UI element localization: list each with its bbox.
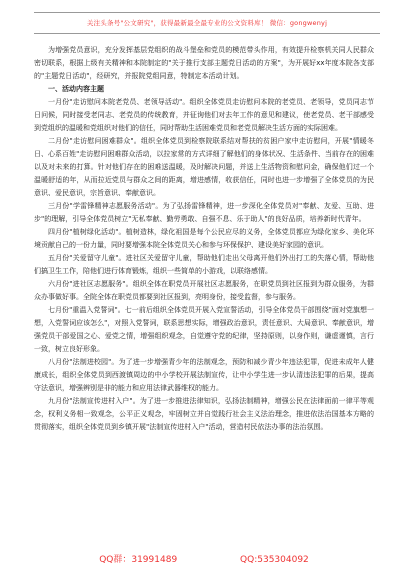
month-paragraph-march: 三月份"学雷锋精神志愿服务活动"。为了弘扬雷锋精神，进一步深化全体党员对"奉献、友爱、互助、进步"的理解，引导全体党员树立"无私奉献、勤劳勇敢、自强不息、乐于助人"的良好品质，培养新时代青年。 xyxy=(34,202,374,223)
section-heading: 一、活动内容主题 xyxy=(48,85,104,93)
footer-qq-contact: QQ:535304092 xyxy=(240,555,309,565)
month-paragraph-january: 一月份"走访慰问本院老党员、老领导活动"。组织全体党员走访慰问本院的老党员、老领导，党员同志节日问候，同时接受老同志、老党员的传统教育，并征询他们对去年工作的意见和建议，使老党员、老干部感受到党组织的温暖和党组织对他们的信任，同时帮助生活困难党员和老党员解决生活方面的实际困难。 xyxy=(34,98,374,132)
month-paragraph-september: 九月份"法制宣传进村入户"。为了进一步推进法律知识，弘扬法制精神，增强公民在法律面前一律平等观念，权利义务相一致观念，公平正义观念，牢固树立并自觉践行社会主义法治理念，推进依法治国基本方略的贯彻落实，组织全体党员到乡镇开展"法制宣传进村入户"活动，营造村民依法办事的法治氛围。 xyxy=(34,397,374,431)
month-paragraph-july: 七月份"重温入党誓词"。七一前后组织全体党员开展入党宣誓活动，引导全体党员干部围绕"面对党旗想一想，入党誓词应该怎么"，对照入党誓词，联系思想实际，增强政治意识，责任意识、大局意识、奉献意识，增强党员干部爱国之心、爱党之情，增强组织观念，自觉遵守党的纪律，坚持原则，以身作则，谦虚谨慎，言行一致，树立良好形象。 xyxy=(34,306,374,353)
month-paragraph-june: 六月份"进社区志愿服务"。组织全体在职党员开展社区志愿服务，在职党员到社区报到为群众服务，为群众办事做好事。全院全体在职党员都要到社区报到，亮明身份，接受监督，参与服务。 xyxy=(34,280,374,301)
document-body xyxy=(34,44,374,434)
month-paragraph-april: 四月份"植树绿化活动"。植树造林，绿化祖国是每个公民应尽的义务，全体党员都应为绿化家乡、美化环境贡献自己的一份力量，同时要增强本院全体党员关心和参与环保保护、建设美好家园的意识。 xyxy=(34,228,374,249)
page-footer xyxy=(0,552,408,565)
month-paragraph-february: 二月份"走访慰问困难群众"。组织全体党员到检察院联系结对帮扶的贫困户家中走访慰问，开展"情暖冬日、心系百姓"走访慰问困难群众活动，以拉家常的方式详细了解他们的身体状况、生活条件、当前存在的困难以及对未来的打算。针对他们存在的困难送温暖，及时解决问题，并送上生活物资和慰问金，确保他们过一个温暖舒适的年，从而拉近党员与群众之间的距离，增进感情，收获信任，同时也进一步增强了全体党员的为民意识、爱民意识，宗旨意识、奉献意识。 xyxy=(34,137,374,197)
month-paragraph-may: 五月份"关爱留守儿童"。进社区关爱留守儿童，帮助他们走出父母离开他们外出打工的失落心情，帮助他们搞卫生工作，陪他们进行体育锻炼，组织一些简单的小游戏，以联络感情。 xyxy=(34,254,374,275)
intro-paragraph: 为增强党员意识，充分发挥基层党组织的战斗堡垒和党员的模范带头作用，有效提升检察机关同人民群众密切联系，根据上级有关精神和本院制定的"关于推行支部主题党日活动的方案"，为开展好xx年度本院各支部的"主题党日活动"，经研究，并报院党组同意，特制定本活动计划。 xyxy=(34,46,374,80)
page-header-banner: 关注头条号"公文研究"，获得最新最全最专业的公文资料库！ 微信：gongwenyj xyxy=(34,12,380,34)
month-paragraph-august: 八月份"法制进校园"。为了进一步增强青少年的法制观念，预防和减少青少年违法犯罪，促进未成年人健康成长，组织全体党员到西渡镇周边的中小学校开展法制宣传，让中小学生进一步认清违法犯罪的后果，提高守法意识，增强辨别是非的能力和应用法律武器维权的能力。 xyxy=(34,358,374,392)
footer-qq-group: QQ群：31991489 xyxy=(99,555,178,565)
